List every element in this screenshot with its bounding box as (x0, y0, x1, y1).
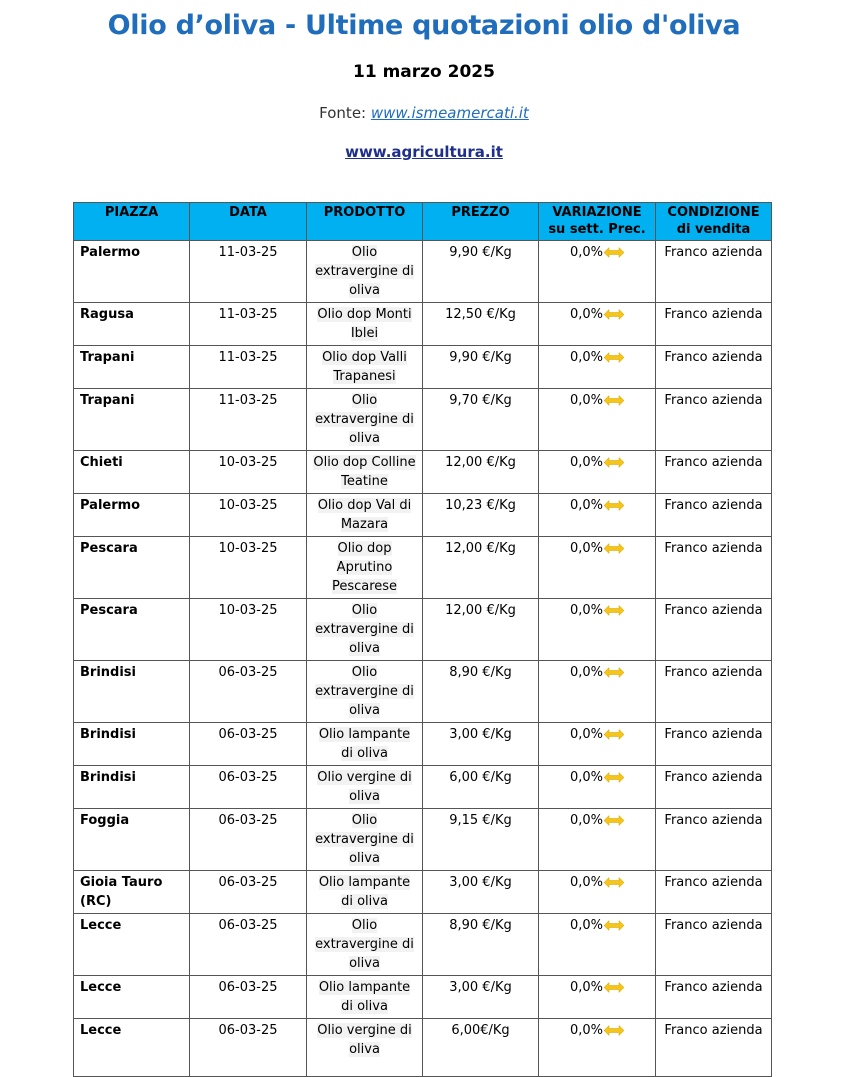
cell-variazione-text: 0,0% (569, 245, 604, 260)
table-row (74, 976, 772, 1019)
cell-prezzo-text: 9,90 €/Kg (449, 245, 512, 260)
cell-piazza-text: Trapani (80, 393, 135, 408)
cell-prezzo-text: 6,00€/Kg (451, 1023, 510, 1038)
left-right-arrow-icon (604, 982, 624, 993)
cell-condizione-text: Franco azienda (664, 455, 763, 470)
site-line (0, 143, 848, 161)
cell-prezzo-text: 3,00 €/Kg (449, 875, 512, 890)
cell-condizione (656, 241, 772, 303)
header-piazza: PIAZZA (74, 203, 190, 241)
table-row (74, 494, 772, 537)
cell-condizione-text: Franco azienda (664, 498, 763, 513)
table-row (74, 303, 772, 346)
left-right-arrow-icon (604, 247, 624, 258)
cell-prezzo-text: 3,00 €/Kg (449, 980, 512, 995)
cell-data (190, 871, 307, 914)
table-row (74, 661, 772, 723)
cell-prodotto (307, 537, 423, 599)
cell-prodotto-text: Olio dop Aprutino Pescarese (331, 541, 398, 594)
left-right-arrow-icon (604, 920, 624, 931)
left-right-arrow-icon (604, 729, 624, 740)
cell-piazza (74, 809, 190, 871)
cell-prezzo-text: 12,50 €/Kg (445, 307, 516, 322)
table-row (74, 766, 772, 809)
cell-condizione (656, 389, 772, 451)
cell-variazione (539, 723, 656, 766)
cell-variazione-text: 0,0% (569, 813, 604, 828)
cell-data (190, 914, 307, 976)
quotes-table (73, 202, 772, 1077)
cell-prodotto (307, 494, 423, 537)
cell-piazza-text: Ragusa (80, 307, 134, 322)
cell-data (190, 599, 307, 661)
left-right-arrow-icon (604, 667, 624, 678)
cell-variazione-text: 0,0% (569, 307, 604, 322)
cell-variazione (539, 914, 656, 976)
cell-data (190, 766, 307, 809)
cell-prodotto-text: Olio dop Colline Teatine (313, 455, 416, 489)
cell-piazza-text: Brindisi (80, 727, 136, 742)
cell-variazione (539, 494, 656, 537)
cell-variazione-text: 0,0% (569, 541, 604, 556)
header-variazione-line1: VARIAZIONE (552, 205, 642, 220)
cell-condizione (656, 809, 772, 871)
cell-variazione-text: 0,0% (569, 455, 604, 470)
cell-data-text: 06-03-25 (218, 813, 278, 828)
header-condizione (656, 203, 772, 241)
cell-condizione (656, 494, 772, 537)
cell-piazza (74, 389, 190, 451)
left-right-arrow-icon (604, 500, 624, 511)
cell-variazione-text: 0,0% (569, 603, 604, 618)
cell-data-text: 06-03-25 (218, 727, 278, 742)
cell-piazza-text: Pescara (80, 541, 138, 556)
cell-piazza (74, 723, 190, 766)
cell-condizione (656, 1019, 772, 1077)
cell-prodotto-text: Olio lampante di oliva (318, 980, 411, 1014)
left-right-arrow-icon (604, 877, 624, 888)
cell-data-text: 10-03-25 (218, 603, 278, 618)
cell-condizione (656, 537, 772, 599)
cell-data (190, 537, 307, 599)
cell-data-text: 06-03-25 (218, 918, 278, 933)
cell-prodotto-text: Olio lampante di oliva (318, 727, 411, 761)
table-row (74, 599, 772, 661)
header-variazione-line2: su sett. Prec. (548, 222, 646, 237)
cell-prezzo-text: 3,00 €/Kg (449, 727, 512, 742)
cell-prodotto (307, 303, 423, 346)
cell-condizione (656, 451, 772, 494)
cell-prezzo (423, 303, 539, 346)
left-right-arrow-icon (604, 605, 624, 616)
cell-piazza-text: Pescara (80, 603, 138, 618)
header-prodotto: PRODOTTO (307, 203, 423, 241)
cell-condizione-text: Franco azienda (664, 875, 763, 890)
cell-prodotto (307, 871, 423, 914)
table-row (74, 723, 772, 766)
cell-data (190, 303, 307, 346)
cell-variazione-text: 0,0% (569, 727, 604, 742)
cell-prezzo-text: 9,15 €/Kg (449, 813, 512, 828)
cell-piazza (74, 303, 190, 346)
cell-piazza (74, 976, 190, 1019)
cell-prodotto-text: Olio extravergine di oliva (315, 393, 414, 446)
cell-data (190, 1019, 307, 1077)
cell-prezzo-text: 12,00 €/Kg (445, 541, 516, 556)
cell-data (190, 976, 307, 1019)
cell-condizione (656, 976, 772, 1019)
cell-variazione-text: 0,0% (569, 770, 604, 785)
cell-variazione (539, 346, 656, 389)
cell-condizione-text: Franco azienda (664, 393, 763, 408)
site-link[interactable]: www.agricultura.it (345, 143, 503, 161)
header-variazione (539, 203, 656, 241)
cell-data (190, 241, 307, 303)
cell-data-text: 11-03-25 (218, 307, 278, 322)
cell-variazione (539, 871, 656, 914)
cell-prodotto-text: Olio extravergine di oliva (315, 245, 414, 298)
cell-prezzo-text: 8,90 €/Kg (449, 665, 512, 680)
cell-prezzo (423, 389, 539, 451)
table-row (74, 871, 772, 914)
cell-condizione-text: Franco azienda (664, 541, 763, 556)
cell-prezzo-text: 12,00 €/Kg (445, 455, 516, 470)
left-right-arrow-icon (604, 457, 624, 468)
cell-prezzo (423, 1019, 539, 1077)
cell-condizione (656, 346, 772, 389)
cell-variazione-text: 0,0% (569, 875, 604, 890)
header-prezzo: PREZZO (423, 203, 539, 241)
cell-data (190, 451, 307, 494)
cell-prezzo (423, 766, 539, 809)
cell-piazza-text: Palermo (80, 498, 141, 513)
cell-prezzo (423, 723, 539, 766)
cell-data (190, 389, 307, 451)
table-row (74, 241, 772, 303)
cell-variazione (539, 451, 656, 494)
cell-prezzo (423, 346, 539, 389)
cell-variazione-text: 0,0% (569, 918, 604, 933)
cell-prezzo (423, 914, 539, 976)
cell-data (190, 661, 307, 723)
cell-piazza-text: Chieti (80, 455, 123, 470)
cell-prezzo (423, 451, 539, 494)
cell-prodotto (307, 809, 423, 871)
cell-prodotto (307, 346, 423, 389)
cell-piazza (74, 766, 190, 809)
source-line (0, 104, 848, 122)
cell-prodotto (307, 599, 423, 661)
cell-data-text: 10-03-25 (218, 498, 278, 513)
cell-data-text: 11-03-25 (218, 350, 278, 365)
source-link[interactable]: www.ismeamercati.it (370, 104, 529, 122)
cell-prodotto-text: Olio extravergine di oliva (315, 665, 414, 718)
cell-variazione (539, 661, 656, 723)
cell-prezzo (423, 537, 539, 599)
cell-piazza-text: Lecce (80, 1023, 122, 1038)
cell-prodotto (307, 241, 423, 303)
cell-variazione-text: 0,0% (569, 350, 604, 365)
cell-data-text: 11-03-25 (218, 245, 278, 260)
cell-data-text: 10-03-25 (218, 455, 278, 470)
cell-piazza (74, 346, 190, 389)
table-row (74, 451, 772, 494)
cell-prodotto-text: Olio dop Val di Mazara (317, 498, 412, 532)
table-body (74, 241, 772, 1077)
cell-condizione-text: Franco azienda (664, 813, 763, 828)
page-title: Olio d’oliva - Ultime quotazioni olio d'oliva (107, 10, 741, 41)
cell-prezzo (423, 871, 539, 914)
cell-piazza-text: Lecce (80, 918, 122, 933)
cell-prezzo (423, 809, 539, 871)
cell-condizione-text: Franco azienda (664, 770, 763, 785)
cell-prezzo-text: 10,23 €/Kg (445, 498, 516, 513)
cell-piazza-text: Palermo (80, 245, 141, 260)
cell-data-text: 06-03-25 (218, 770, 278, 785)
cell-condizione (656, 766, 772, 809)
cell-prodotto (307, 451, 423, 494)
cell-piazza (74, 661, 190, 723)
cell-variazione (539, 976, 656, 1019)
left-right-arrow-icon (604, 543, 624, 554)
cell-data (190, 809, 307, 871)
cell-variazione (539, 809, 656, 871)
cell-prodotto (307, 1019, 423, 1077)
left-right-arrow-icon (604, 352, 624, 363)
table-row (74, 1019, 772, 1077)
cell-prezzo (423, 241, 539, 303)
cell-prodotto-text: Olio dop Valli Trapanesi (322, 350, 407, 384)
cell-variazione (539, 303, 656, 346)
cell-condizione-text: Franco azienda (664, 603, 763, 618)
cell-condizione (656, 303, 772, 346)
cell-prodotto (307, 661, 423, 723)
cell-prezzo-text: 9,70 €/Kg (449, 393, 512, 408)
cell-condizione-text: Franco azienda (664, 918, 763, 933)
left-right-arrow-icon (604, 309, 624, 320)
cell-piazza-text: Gioia Tauro (RC) (80, 875, 163, 909)
cell-prodotto-text: Olio dop Monti Iblei (317, 307, 412, 341)
cell-piazza-text: Foggia (80, 813, 130, 828)
cell-variazione (539, 599, 656, 661)
cell-variazione (539, 389, 656, 451)
cell-data-text: 06-03-25 (218, 1023, 278, 1038)
cell-condizione-text: Franco azienda (664, 1023, 763, 1038)
cell-prezzo-text: 8,90 €/Kg (449, 918, 512, 933)
cell-variazione-text: 0,0% (569, 498, 604, 513)
cell-condizione (656, 871, 772, 914)
cell-prezzo (423, 599, 539, 661)
left-right-arrow-icon (604, 815, 624, 826)
cell-prodotto (307, 389, 423, 451)
cell-prodotto-text: Olio extravergine di oliva (315, 813, 414, 866)
cell-piazza (74, 1019, 190, 1077)
cell-condizione-text: Franco azienda (664, 727, 763, 742)
cell-prezzo-text: 9,90 €/Kg (449, 350, 512, 365)
cell-condizione-text: Franco azienda (664, 980, 763, 995)
cell-prodotto (307, 976, 423, 1019)
cell-prodotto (307, 766, 423, 809)
cell-piazza (74, 537, 190, 599)
cell-data-text: 11-03-25 (218, 393, 278, 408)
cell-piazza (74, 914, 190, 976)
cell-prezzo (423, 976, 539, 1019)
cell-prezzo (423, 494, 539, 537)
cell-piazza (74, 241, 190, 303)
cell-piazza (74, 494, 190, 537)
cell-piazza (74, 599, 190, 661)
cell-data-text: 06-03-25 (218, 980, 278, 995)
cell-piazza-text: Brindisi (80, 665, 136, 680)
cell-piazza (74, 451, 190, 494)
cell-condizione (656, 914, 772, 976)
left-right-arrow-icon (604, 395, 624, 406)
cell-variazione (539, 537, 656, 599)
cell-prodotto-text: Olio extravergine di oliva (315, 603, 414, 656)
cell-condizione-text: Franco azienda (664, 307, 763, 322)
cell-piazza-text: Lecce (80, 980, 122, 995)
header-condizione-line2: di vendita (676, 222, 751, 237)
cell-variazione-text: 0,0% (569, 980, 604, 995)
cell-condizione (656, 723, 772, 766)
header-condizione-line1: CONDIZIONE (667, 205, 760, 220)
table-row (74, 914, 772, 976)
cell-prodotto-text: Olio vergine di oliva (317, 1023, 412, 1057)
cell-variazione (539, 241, 656, 303)
table-header-row (74, 203, 772, 241)
cell-piazza (74, 871, 190, 914)
cell-prodotto-text: Olio vergine di oliva (317, 770, 412, 804)
left-right-arrow-icon (604, 1025, 624, 1036)
cell-data-text: 06-03-25 (218, 875, 278, 890)
cell-condizione-text: Franco azienda (664, 350, 763, 365)
table-row (74, 809, 772, 871)
cell-condizione-text: Franco azienda (664, 665, 763, 680)
cell-piazza-text: Brindisi (80, 770, 136, 785)
cell-prezzo-text: 6,00 €/Kg (449, 770, 512, 785)
table-row (74, 537, 772, 599)
cell-prodotto-text: Olio extravergine di oliva (315, 918, 414, 971)
cell-prezzo (423, 661, 539, 723)
cell-data (190, 723, 307, 766)
cell-variazione-text: 0,0% (569, 1023, 604, 1038)
cell-piazza-text: Trapani (80, 350, 135, 365)
cell-data-text: 10-03-25 (218, 541, 278, 556)
source-label: Fonte: (319, 104, 371, 122)
cell-data-text: 06-03-25 (218, 665, 278, 680)
table-row (74, 346, 772, 389)
cell-condizione-text: Franco azienda (664, 245, 763, 260)
table-row (74, 389, 772, 451)
cell-prezzo-text: 12,00 €/Kg (445, 603, 516, 618)
cell-variazione-text: 0,0% (569, 393, 604, 408)
cell-condizione (656, 599, 772, 661)
report-date: 11 marzo 2025 (353, 62, 495, 82)
cell-data (190, 494, 307, 537)
header-data: DATA (190, 203, 307, 241)
cell-data (190, 346, 307, 389)
cell-variazione (539, 1019, 656, 1077)
cell-variazione (539, 766, 656, 809)
cell-variazione-text: 0,0% (569, 665, 604, 680)
cell-prodotto (307, 914, 423, 976)
cell-prodotto (307, 723, 423, 766)
left-right-arrow-icon (604, 772, 624, 783)
cell-condizione (656, 661, 772, 723)
cell-prodotto-text: Olio lampante di oliva (318, 875, 411, 909)
